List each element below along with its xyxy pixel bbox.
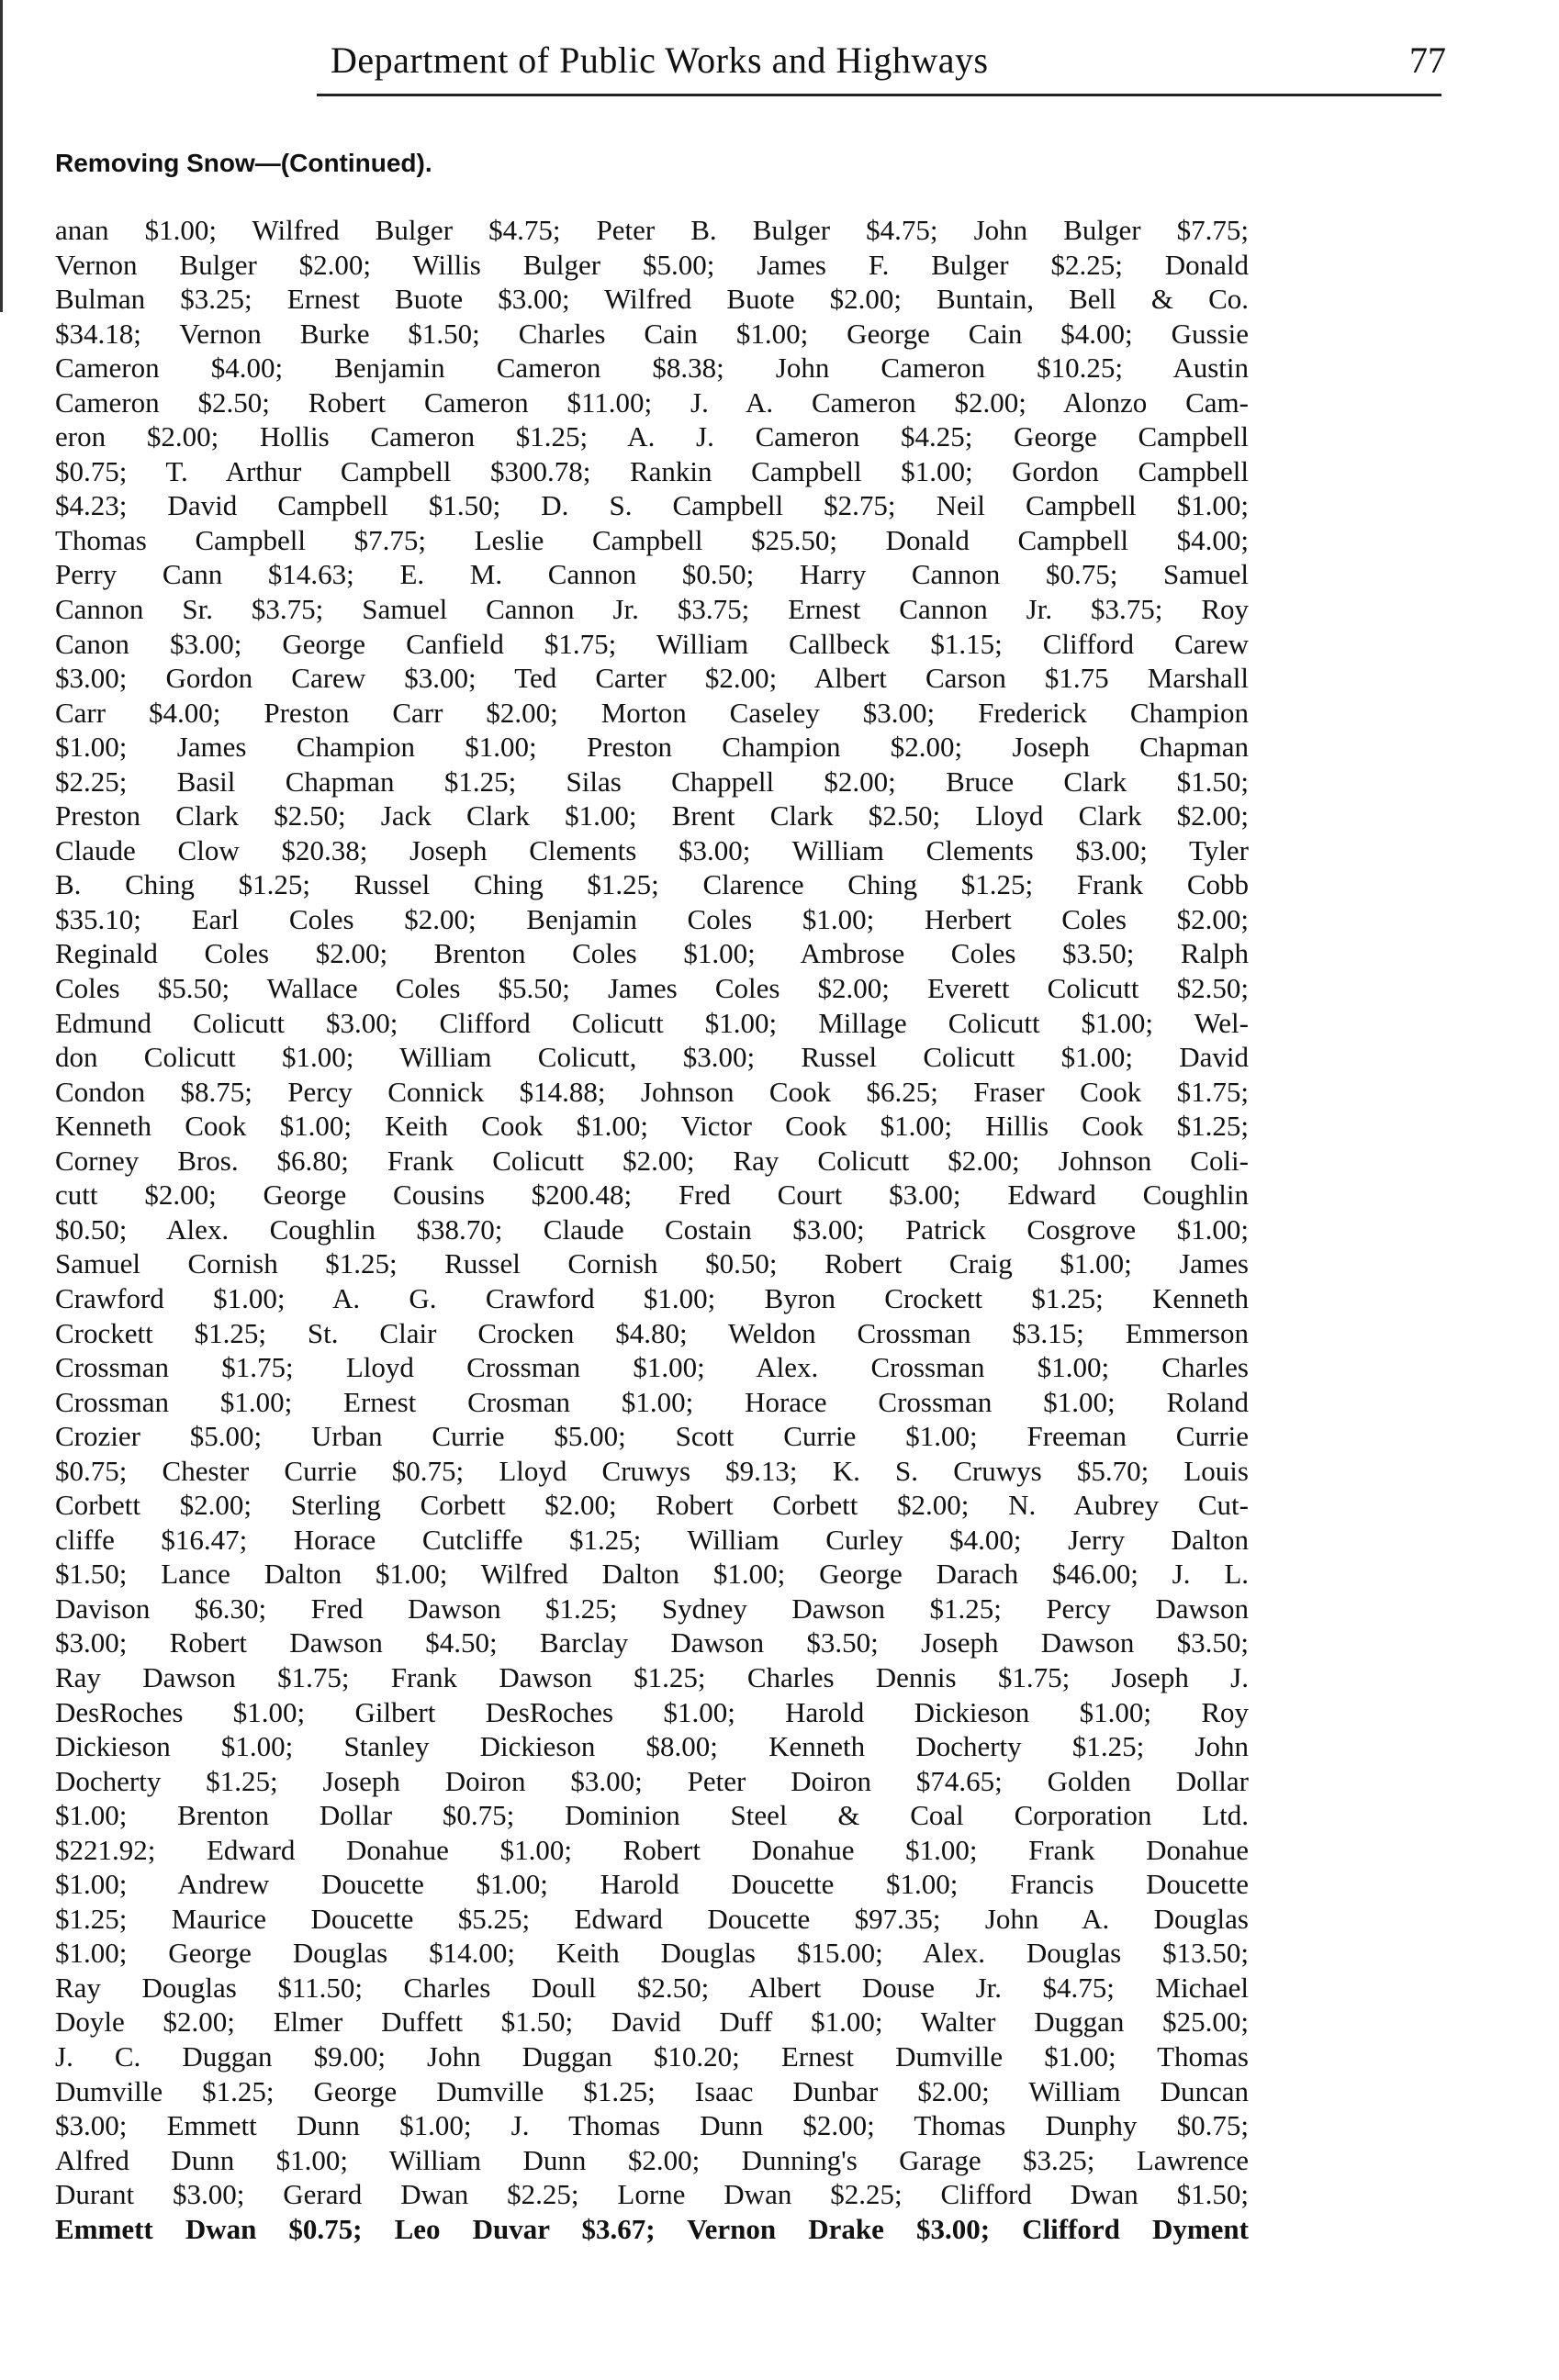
text-line: $4.23; David Campbell $1.50; D. S. Campbell $2.75; Neil Campbell $1.00; [55, 489, 1249, 522]
text-line: Emmett Dwan $0.75; Leo Duvar $3.67; Vernon Drake $3.00; Clifford Dyment [55, 2212, 1249, 2245]
text-line: $1.00; James Champion $1.00; Preston Champion $2.00; Joseph Chapman [55, 731, 1249, 764]
text-line: Corbett $2.00; Sterling Corbett $2.00; Robert Corbett $2.00; N. Aubrey Cut- [55, 1489, 1249, 1522]
text-line: Perry Cann $14.63; E. M. Cannon $0.50; Harry Cannon $0.75; Samuel [55, 558, 1249, 591]
text-line: $0.75; T. Arthur Campbell $300.78; Rankin Campbell $1.00; Gordon Campbell [55, 454, 1249, 487]
text-line: J. C. Duggan $9.00; John Duggan $10.20; Ernest Dumville $1.00; Thomas [55, 2039, 1249, 2073]
text-line: Doyle $2.00; Elmer Duffett $1.50; David Duff $1.00; Walter Duggan $25.00; [55, 2006, 1249, 2039]
text-line: Coles $5.50; Wallace Coles $5.50; James Coles $2.00; Everett Colicutt $2.50; [55, 972, 1249, 1005]
text-line: eron $2.00; Hollis Cameron $1.25; A. J. Cameron $4.25; George Campbell [55, 420, 1249, 453]
text-line: Crawford $1.00; A. G. Crawford $1.00; Byron Crockett $1.25; Kenneth [55, 1281, 1249, 1314]
text-line: Edmund Colicutt $3.00; Clifford Colicutt $1.00; Millage Colicutt $1.00; Wel- [55, 1006, 1249, 1039]
text-line: $221.92; Edward Donahue $1.00; Robert Donahue $1.00; Frank Donahue [55, 1833, 1249, 1866]
text-line: cliffe $16.47; Horace Cutcliffe $1.25; William Curley $4.00; Jerry Dalton [55, 1523, 1249, 1556]
text-line: DesRoches $1.00; Gilbert DesRoches $1.00; Harold Dickieson $1.00; Roy [55, 1695, 1249, 1728]
text-line: $1.25; Maurice Doucette $5.25; Edward Doucette $97.35; John A. Douglas [55, 1902, 1249, 1935]
text-line: $35.10; Earl Coles $2.00; Benjamin Coles $1.00; Herbert Coles $2.00; [55, 902, 1249, 935]
text-line: Crozier $5.00; Urban Currie $5.00; Scott Currie $1.00; Freeman Currie [55, 1420, 1249, 1453]
text-line: Kenneth Cook $1.00; Keith Cook $1.00; Victor Cook $1.00; Hillis Cook $1.25; [55, 1110, 1249, 1143]
header-rule [317, 94, 1441, 96]
page-edge-mark [0, 0, 3, 312]
text-line: Canon $3.00; George Canfield $1.75; William Callbeck $1.15; Clifford Carew [55, 627, 1249, 660]
text-line: Bulman $3.25; Ernest Buote $3.00; Wilfred Buote $2.00; Buntain, Bell & Co. [55, 283, 1249, 316]
text-line: $3.00; Emmett Dunn $1.00; J. Thomas Dunn $2.00; Thomas Dunphy $0.75; [55, 2109, 1249, 2142]
text-line: Dickieson $1.00; Stanley Dickieson $8.00; Kenneth Docherty $1.25; John [55, 1730, 1249, 1763]
text-line: Thomas Campbell $7.75; Leslie Campbell $25.50; Donald Campbell $4.00; [55, 523, 1249, 556]
text-line: Vernon Bulger $2.00; Willis Bulger $5.00; James F. Bulger $2.25; Donald [55, 248, 1249, 281]
text-line: Corney Bros. $6.80; Frank Colicutt $2.00; Ray Colicutt $2.00; Johnson Coli- [55, 1144, 1249, 1177]
text-line: Carr $4.00; Preston Carr $2.00; Morton Caseley $3.00; Frederick Champion [55, 696, 1249, 729]
page-number: 77 [1409, 39, 1446, 81]
text-line: Dumville $1.25; George Dumville $1.25; Isaac Dunbar $2.00; William Duncan [55, 2074, 1249, 2107]
text-line: Ray Douglas $11.50; Charles Doull $2.50; Albert Douse Jr. $4.75; Michael [55, 1971, 1249, 2004]
text-line: $1.00; Andrew Doucette $1.00; Harold Doucette $1.00; Francis Doucette [55, 1868, 1249, 1901]
text-line: don Colicutt $1.00; William Colicutt, $3.00; Russel Colicutt $1.00; David [55, 1041, 1249, 1074]
text-line: Crossman $1.00; Ernest Crosman $1.00; Horace Crossman $1.00; Roland [55, 1385, 1249, 1418]
text-line: Preston Clark $2.50; Jack Clark $1.00; Brent Clark $2.50; Lloyd Clark $2.00; [55, 799, 1249, 832]
text-line: Cannon Sr. $3.75; Samuel Cannon Jr. $3.75; Ernest Cannon Jr. $3.75; Roy [55, 593, 1249, 626]
text-line: B. Ching $1.25; Russel Ching $1.25; Clarence Ching $1.25; Frank Cobb [55, 868, 1249, 901]
text-line: $3.00; Gordon Carew $3.00; Ted Carter $2.00; Albert Carson $1.75 Marshall [55, 662, 1249, 695]
text-line: Alfred Dunn $1.00; William Dunn $2.00; Dunning's Garage $3.25; Lawrence [55, 2143, 1249, 2176]
text-line: Durant $3.00; Gerard Dwan $2.25; Lorne Dwan $2.25; Clifford Dwan $1.50; [55, 2178, 1249, 2211]
text-line: Crossman $1.75; Lloyd Crossman $1.00; Alex. Crossman $1.00; Charles [55, 1351, 1249, 1384]
text-line: Cameron $4.00; Benjamin Cameron $8.38; John Cameron $10.25; Austin [55, 352, 1249, 385]
text-line: Crockett $1.25; St. Clair Crocken $4.80; Weldon Crossman $3.15; Emmerson [55, 1316, 1249, 1349]
text-line: $0.50; Alex. Coughlin $38.70; Claude Costain $3.00; Patrick Cosgrove $1.00; [55, 1212, 1249, 1246]
text-line: $1.50; Lance Dalton $1.00; Wilfred Dalton $1.00; George Darach $46.00; J. L. [55, 1558, 1249, 1591]
page-header [312, 35, 1451, 90]
text-line: Claude Clow $20.38; Joseph Clements $3.00; William Clements $3.00; Tyler [55, 833, 1249, 866]
text-line: Ray Dawson $1.75; Frank Dawson $1.25; Charles Dennis $1.75; Joseph J. [55, 1660, 1249, 1693]
text-line: Docherty $1.25; Joseph Doiron $3.00; Peter Doiron $74.65; Golden Dollar [55, 1764, 1249, 1797]
text-line: $3.00; Robert Dawson $4.50; Barclay Dawson $3.50; Joseph Dawson $3.50; [55, 1626, 1249, 1659]
text-line: $2.25; Basil Chapman $1.25; Silas Chappell $2.00; Bruce Clark $1.50; [55, 765, 1249, 798]
text-line: Condon $8.75; Percy Connick $14.88; Johnson Cook $6.25; Fraser Cook $1.75; [55, 1075, 1249, 1108]
text-line: $1.00; George Douglas $14.00; Keith Douglas $15.00; Alex. Douglas $13.50; [55, 1937, 1249, 1970]
text-line: Samuel Cornish $1.25; Russel Cornish $0.50; Robert Craig $1.00; James [55, 1247, 1249, 1280]
body-text [55, 213, 1249, 2246]
section-heading: Removing Snow—(Continued). [55, 149, 432, 177]
text-line: Davison $6.30; Fred Dawson $1.25; Sydney Dawson $1.25; Percy Dawson [55, 1592, 1249, 1625]
text-line: $1.00; Brenton Dollar $0.75; Dominion Steel & Coal Corporation Ltd. [55, 1799, 1249, 1832]
running-title: Department of Public Works and Highways [331, 39, 989, 81]
text-line: $34.18; Vernon Burke $1.50; Charles Cain $1.00; George Cain $4.00; Gussie [55, 317, 1249, 350]
text-line: cutt $2.00; George Cousins $200.48; Fred Court $3.00; Edward Coughlin [55, 1179, 1249, 1212]
text-line: Cameron $2.50; Robert Cameron $11.00; J. A. Cameron $2.00; Alonzo Cam- [55, 385, 1249, 419]
text-line: Reginald Coles $2.00; Brenton Coles $1.00; Ambrose Coles $3.50; Ralph [55, 937, 1249, 970]
text-line: anan $1.00; Wilfred Bulger $4.75; Peter B. Bulger $4.75; John Bulger $7.75; [55, 214, 1249, 246]
text-line: $0.75; Chester Currie $0.75; Lloyd Cruwys $9.13; K. S. Cruwys $5.70; Louis [55, 1454, 1249, 1487]
